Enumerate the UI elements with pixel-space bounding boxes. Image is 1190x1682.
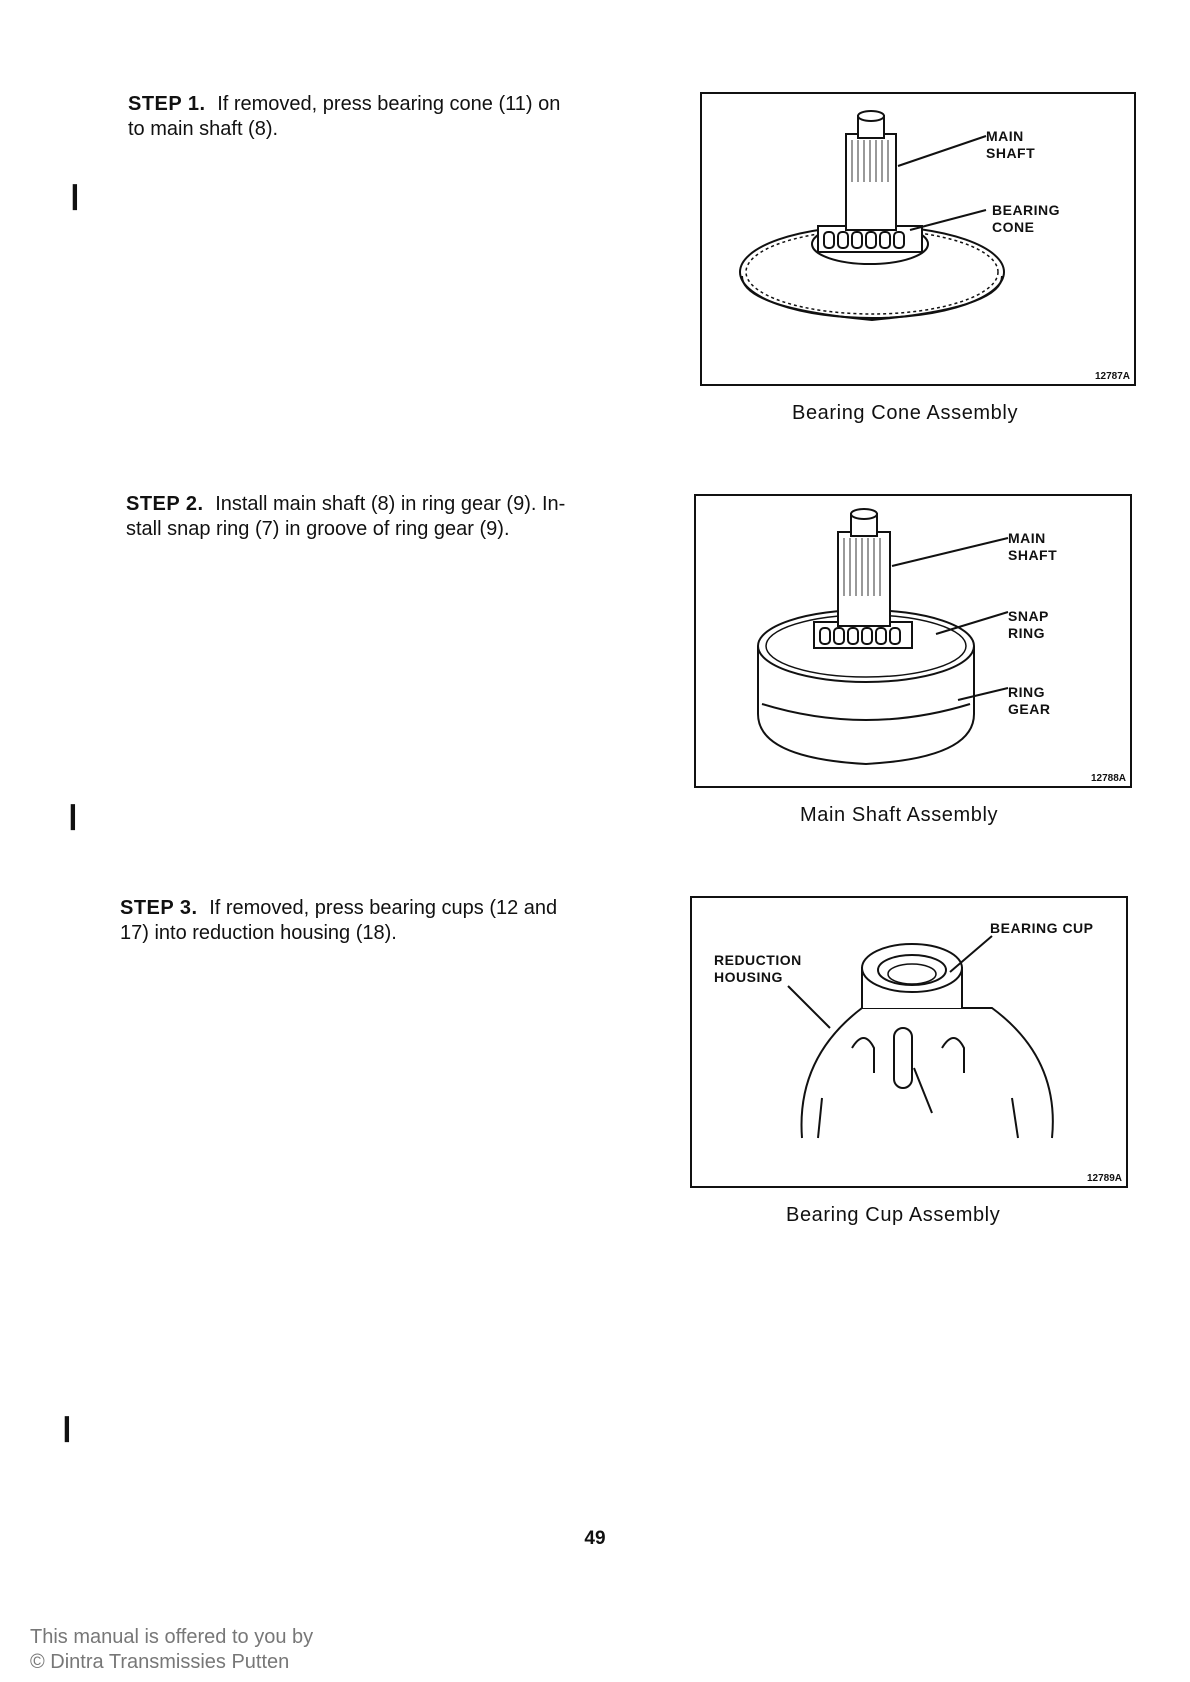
step-1-text-line1: If removed, press bearing cone (11) on (217, 93, 561, 115)
callout-bearing-cone: BEARING CONE (992, 202, 1061, 235)
page-number: 49 (584, 1528, 606, 1549)
callout-main-shaft: MAIN SHAFT (986, 128, 1036, 161)
figure-id: 12789A (1086, 1173, 1122, 1184)
bearing-cone-illustration (702, 94, 1134, 384)
step-2-text-line1: Install main shaft (8) in ring gear (9). In- (215, 493, 566, 515)
step-3-text-line1: If removed, press bearing cups (12 and (209, 897, 558, 919)
step-3-text-line2: 17) into reduction housing (18). (120, 922, 397, 944)
step-2-label: STEP 2. (126, 493, 204, 515)
callout-main-shaft: MAIN SHAFT (1008, 530, 1058, 563)
callout-reduction-housing: REDUCTION HOUSING (714, 952, 802, 985)
step-1 (128, 92, 618, 142)
step-3 (120, 896, 610, 946)
footer-line-1: This manual is offered to you by (30, 1626, 314, 1648)
figure-main-shaft (694, 494, 1132, 788)
footer-line-2: © Dintra Transmissies Putten (30, 1651, 290, 1673)
caption-bearing-cone: Bearing Cone Assembly (792, 402, 1019, 424)
step-1-text-line2: to main shaft (8). (128, 118, 279, 140)
callout-bearing-cup: BEARING CUP (990, 920, 1094, 936)
callout-snap-ring: SNAP RING (1008, 608, 1049, 641)
step-2-text-line2: stall snap ring (7) in groove of ring gear (9). (126, 518, 510, 540)
bearing-cup-illustration (692, 898, 1126, 1186)
caption-main-shaft: Main Shaft Assembly (800, 804, 999, 826)
punch-mark: ❙ (64, 180, 86, 210)
figure-id: 12788A (1090, 773, 1126, 784)
step-1-label: STEP 1. (128, 93, 206, 115)
step-3-label: STEP 3. (120, 897, 198, 919)
punch-mark: ❙ (56, 1412, 78, 1442)
figure-id: 12787A (1094, 371, 1130, 382)
main-shaft-illustration (696, 496, 1130, 786)
figure-bearing-cone (700, 92, 1136, 386)
punch-mark: ❙ (62, 800, 84, 830)
callout-ring-gear: RING GEAR (1008, 684, 1051, 717)
caption-bearing-cup: Bearing Cup Assembly (786, 1204, 1001, 1226)
step-2 (126, 492, 616, 542)
figure-bearing-cup (690, 896, 1128, 1188)
